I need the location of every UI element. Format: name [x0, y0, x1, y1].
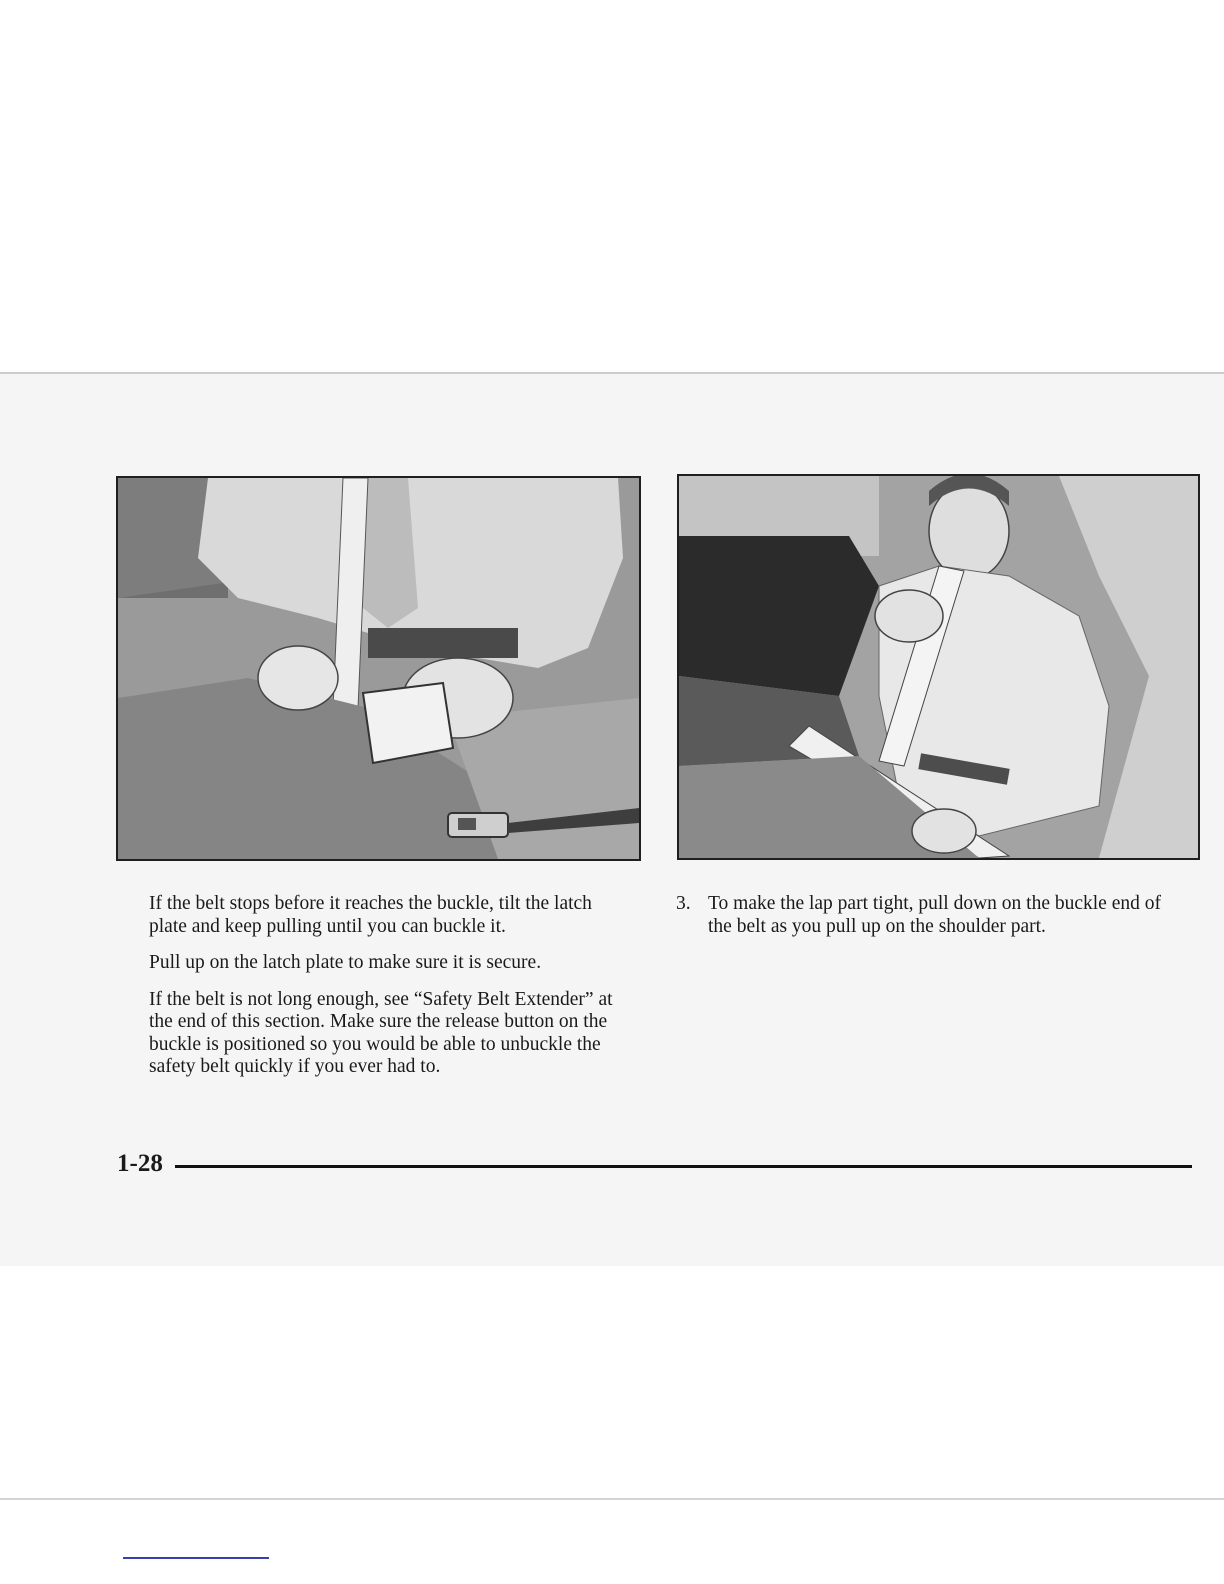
right-text-column: [676, 893, 1186, 938]
latch-plate-tilt-illustration: [116, 476, 641, 861]
lap-belt-tighten-illustration: [677, 474, 1200, 860]
stray-underline-mark: [123, 1557, 269, 1559]
footer-rule: [175, 1165, 1192, 1168]
scan-edge-divider: [0, 1498, 1224, 1500]
paragraph-pull-up: Pull up on the latch plate to make sure it is secure.: [149, 952, 542, 973]
page-footer: [117, 1150, 1197, 1180]
paragraph-belt-extender: If the belt is not long enough, see “Safety Belt Extender” at the end of this section. Make sure the release button on the buckle is positioned so you would be able to unbuckle the safety belt quickly if you ever had to.: [149, 988, 613, 1077]
step-text: To make the lap part tight, pull down on the buckle end of the belt as you pull up on the shoulder part.: [708, 893, 1161, 937]
page-number: 1-28: [117, 1150, 163, 1177]
paragraph-tilt-latch: If the belt stops before it reaches the buckle, tilt the latch plate and keep pulling until you can buckle it.: [149, 893, 592, 937]
left-text-column: [149, 893, 629, 1093]
step-item: [676, 893, 1186, 938]
step-number: 3.: [676, 893, 691, 914]
